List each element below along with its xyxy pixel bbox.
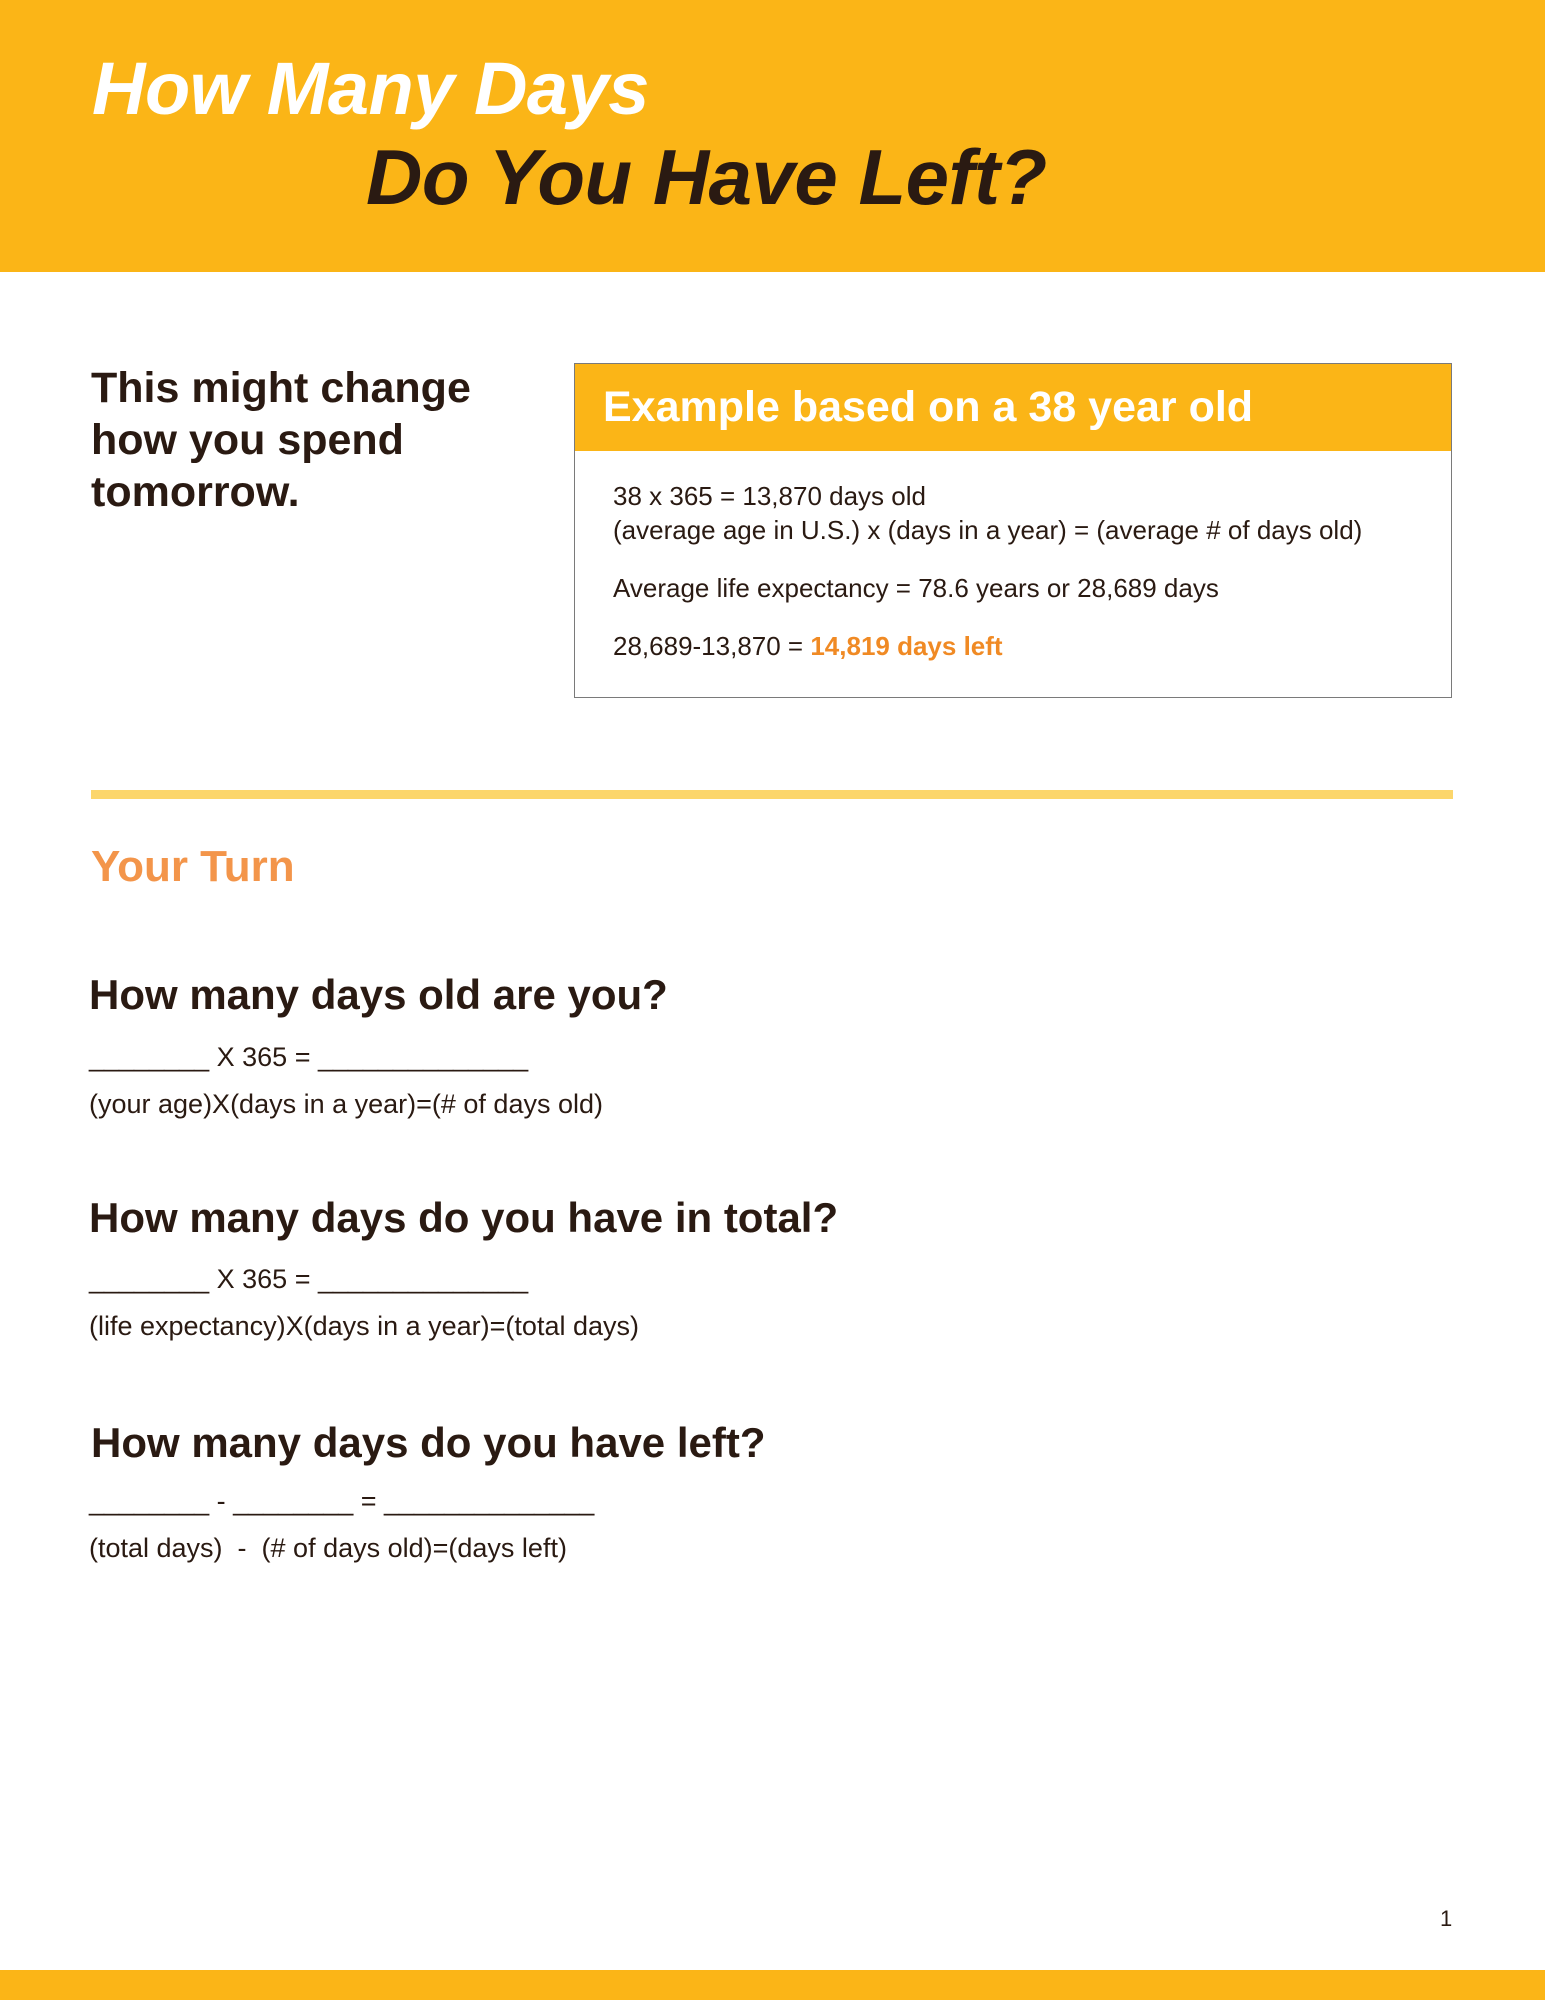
example-life-expectancy: Average life expectancy = 78.6 years or 28,689 days [613, 573, 1219, 603]
formula-days-left[interactable]: ________ - ________ = ______________ [89, 1486, 595, 1516]
example-calculation-legend: (average age in U.S.) x (days in a year) = (average # of days old) [613, 515, 1363, 545]
example-body [575, 451, 1451, 663]
title-line-2: Do You Have Left? [366, 133, 1047, 221]
formula-days-old[interactable]: ________ X 365 = ______________ [89, 1042, 529, 1072]
example-result-prefix: 28,689-13,870 = [613, 631, 811, 661]
legend-days-left: (total days) - (# of days old)=(days left) [89, 1533, 567, 1563]
question-total-days: How many days do you have in total? [89, 1194, 839, 1241]
example-calculation: 38 x 365 = 13,870 days old [613, 481, 926, 511]
tagline: This might change how you spend tomorrow. [91, 364, 471, 516]
example-result-highlight: 14,819 days left [810, 631, 1003, 661]
example-heading: Example based on a 38 year old [575, 364, 1451, 451]
footer-band [0, 1970, 1545, 2000]
legend-days-old: (your age)X(days in a year)=(# of days old) [89, 1089, 603, 1119]
your-turn-heading: Your Turn [91, 842, 295, 891]
example-result [613, 629, 1451, 663]
example-box [574, 363, 1452, 698]
question-days-old: How many days old are you? [89, 971, 668, 1018]
formula-total-days[interactable]: ________ X 365 = ______________ [89, 1264, 529, 1294]
section-divider [91, 790, 1453, 799]
page-number: 1 [1440, 1906, 1453, 1931]
question-days-left: How many days do you have left? [91, 1419, 766, 1466]
legend-total-days: (life expectancy)X(days in a year)=(total days) [89, 1311, 639, 1341]
title-line-1: How Many Days [92, 47, 649, 130]
header-banner [0, 0, 1545, 272]
